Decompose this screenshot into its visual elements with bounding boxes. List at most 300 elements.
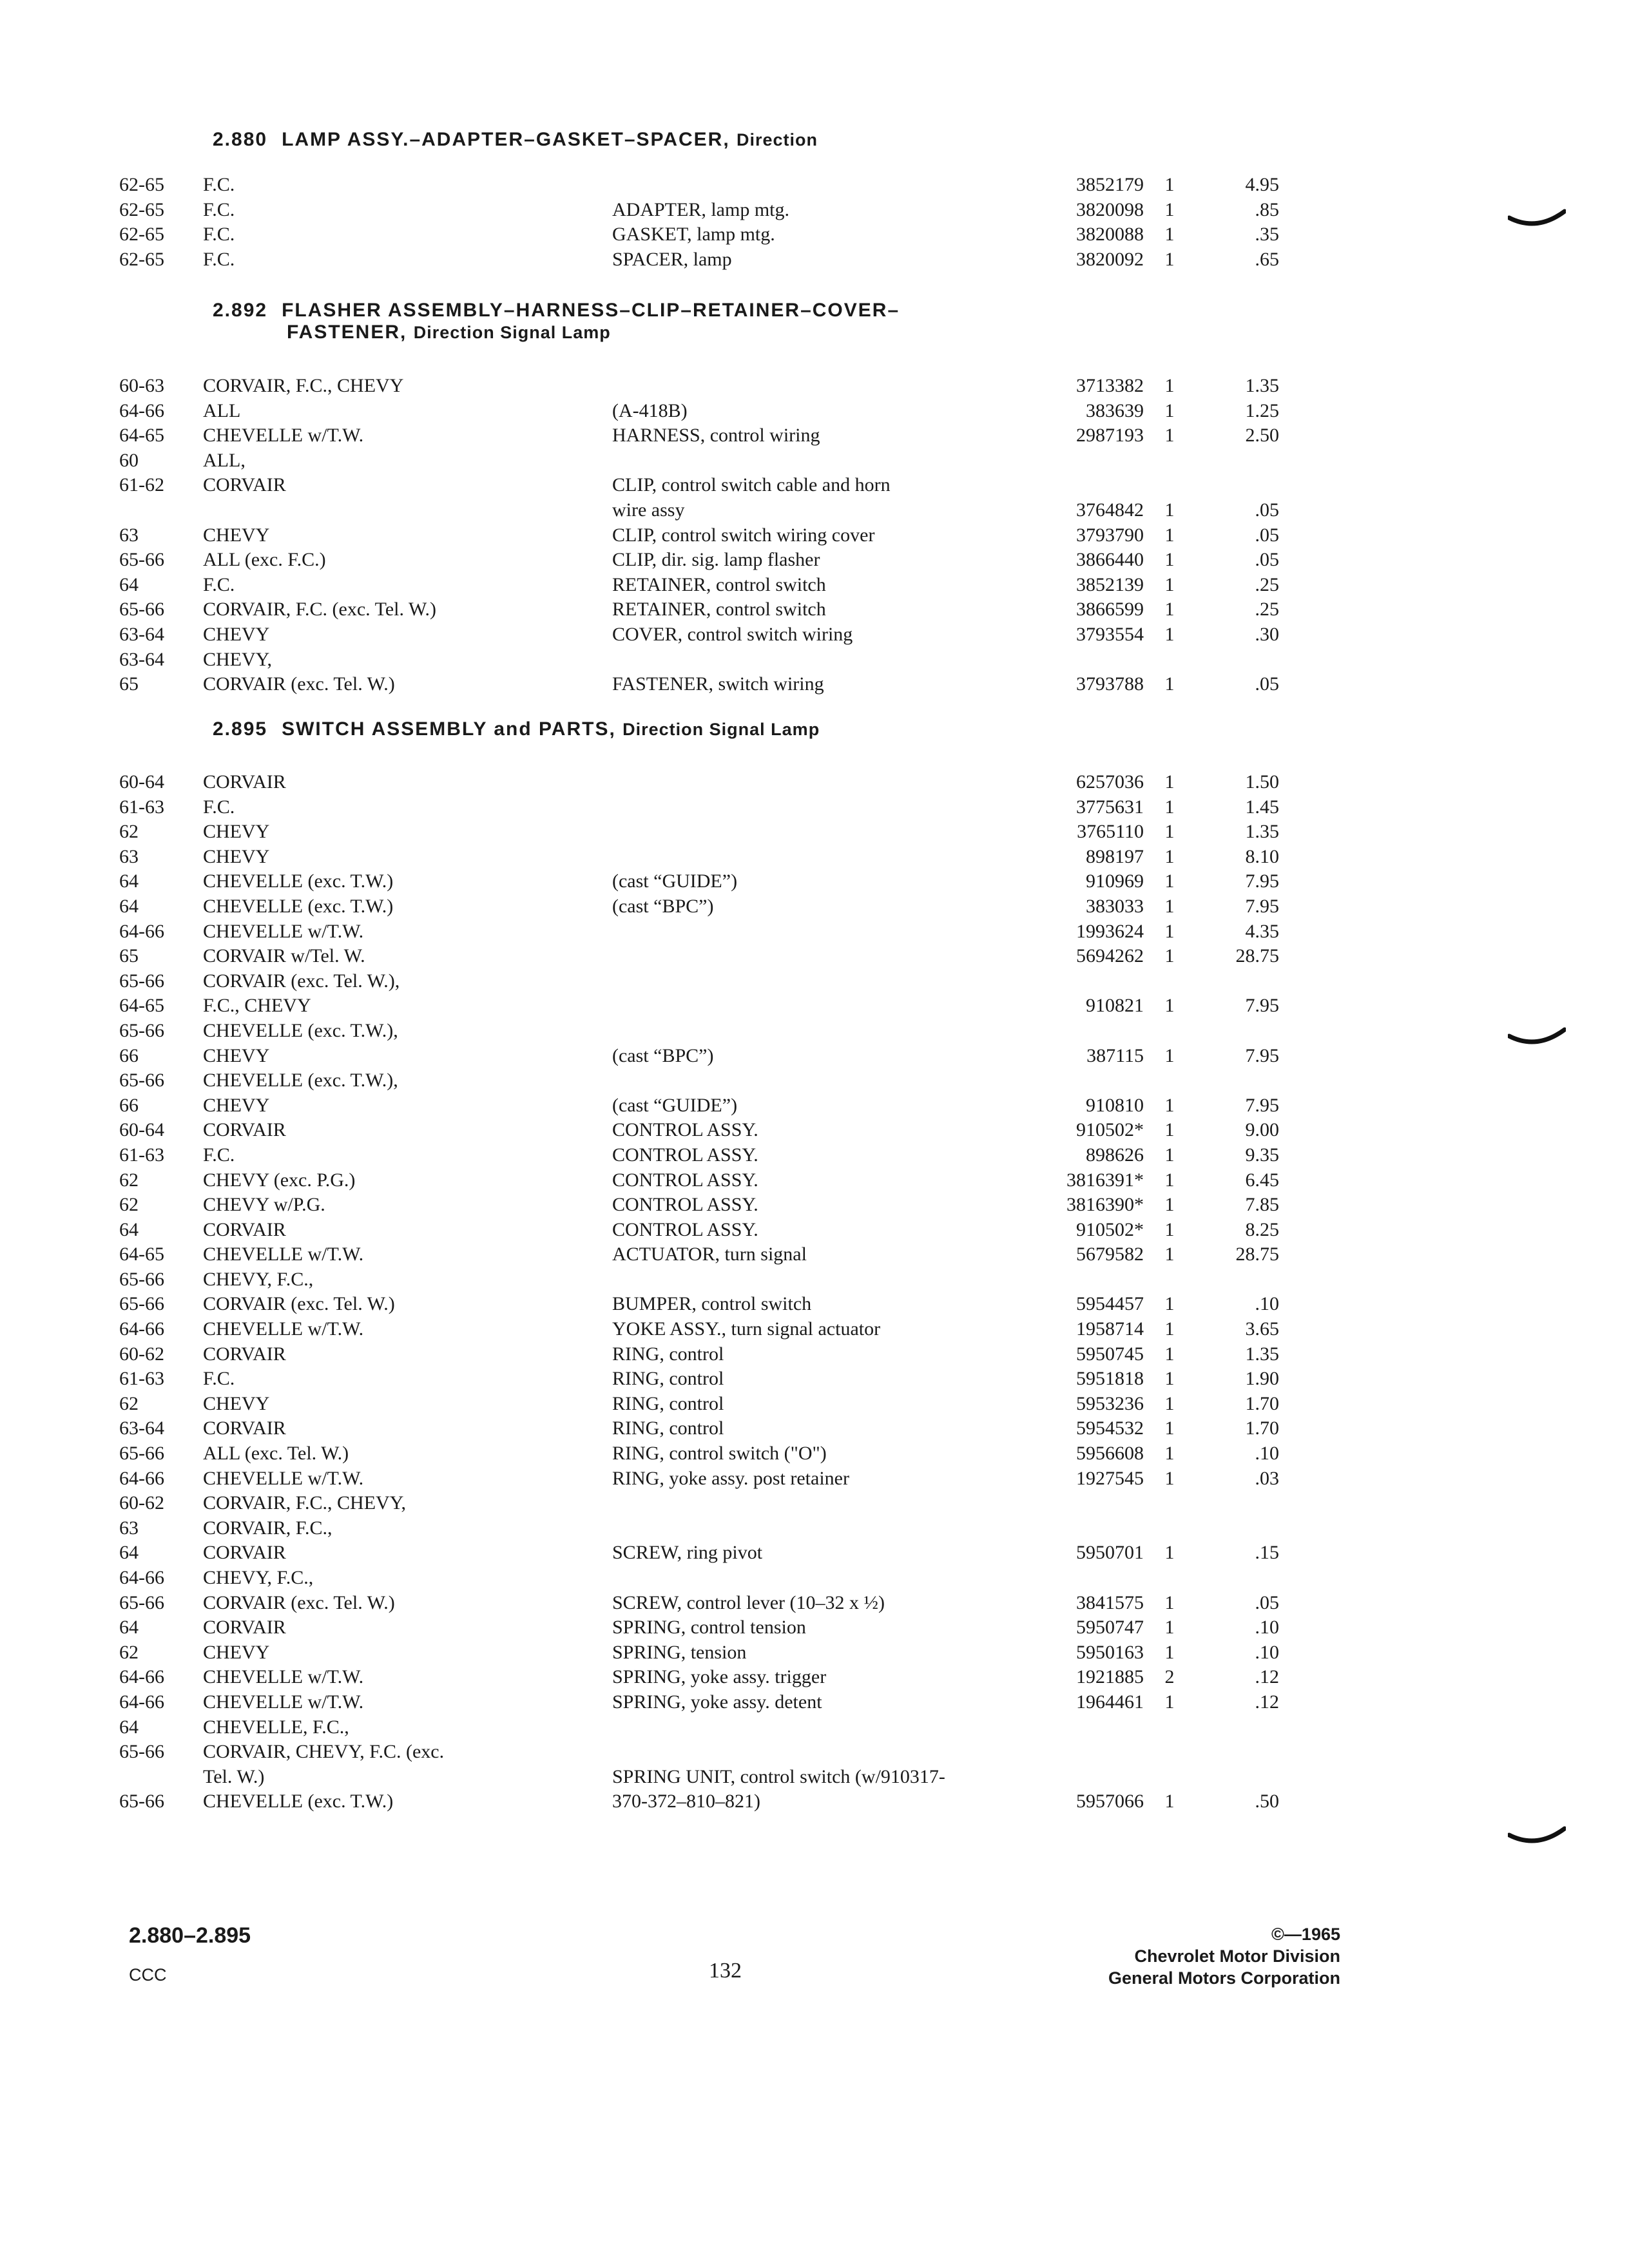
table-row xyxy=(0,1143,1629,1168)
model-cell: CHEVELLE w/T.W. xyxy=(203,920,364,942)
section-subheading: Direction xyxy=(737,130,818,149)
description-cell: SPRING, yoke assy. detent xyxy=(612,1691,822,1713)
table-row xyxy=(0,672,1629,697)
model-cell: ALL (exc. F.C.) xyxy=(203,549,326,571)
model-cell: CHEVELLE (exc. T.W.), xyxy=(203,1070,398,1091)
year-cell: 62 xyxy=(119,1392,139,1414)
price-cell: 3.65 xyxy=(1245,1318,1279,1340)
year-cell: 62-65 xyxy=(119,248,164,270)
part-number-cell: 5953236 xyxy=(1076,1392,1144,1414)
description-cell: CONTROL ASSY. xyxy=(612,1169,758,1191)
model-cell: CHEVY, xyxy=(203,648,272,670)
year-cell: 60 xyxy=(119,449,139,471)
part-number-cell: 387115 xyxy=(1086,1044,1144,1066)
model-cell: CORVAIR, F.C., CHEVY xyxy=(203,375,404,396)
table-row xyxy=(0,1267,1629,1293)
price-cell: 7.95 xyxy=(1245,1044,1279,1066)
section-subheading: Direction Signal Lamp xyxy=(413,323,611,342)
table-row xyxy=(0,994,1629,1019)
part-number-cell: 1958714 xyxy=(1076,1318,1144,1340)
quantity-cell: 1 xyxy=(1164,1443,1175,1465)
part-number-cell: 3820098 xyxy=(1076,198,1144,220)
part-number-cell: 3820092 xyxy=(1076,248,1144,270)
table-row xyxy=(0,374,1629,399)
description-cell: SCREW, ring pivot xyxy=(612,1542,763,1564)
model-cell: CHEVY xyxy=(203,1094,270,1116)
price-cell: 7.95 xyxy=(1245,895,1279,917)
part-number-cell: 3765110 xyxy=(1077,821,1144,843)
quantity-cell: 1 xyxy=(1164,945,1175,967)
price-cell: 8.25 xyxy=(1245,1218,1279,1240)
model-cell: F.C. xyxy=(203,1368,235,1390)
year-cell: 65-66 xyxy=(119,1443,164,1465)
section-heading: FLASHER ASSEMBLY–HARNESS–CLIP–RETAINER–COVER– xyxy=(282,300,900,321)
part-number-cell: 910502* xyxy=(1076,1119,1144,1141)
table-row xyxy=(0,1218,1629,1243)
part-number-cell: 3866440 xyxy=(1076,549,1144,571)
quantity-cell: 1 xyxy=(1164,845,1175,867)
description-cell: CONTROL ASSY. xyxy=(612,1194,758,1216)
model-cell: CORVAIR (exc. Tel. W.) xyxy=(203,1591,395,1613)
model-cell: F.C. xyxy=(203,573,235,595)
price-cell: 1.25 xyxy=(1245,399,1279,421)
description-cell: SPRING UNIT, control switch (w/910317- xyxy=(612,1765,945,1787)
model-cell: CHEVY xyxy=(203,1044,270,1066)
part-number-cell: 3866599 xyxy=(1076,599,1144,620)
year-cell: 65-66 xyxy=(119,599,164,620)
description-cell: (cast “BPC”) xyxy=(612,895,714,917)
price-cell: 28.75 xyxy=(1235,945,1279,967)
table-row xyxy=(0,1416,1629,1441)
table-row xyxy=(0,1068,1629,1093)
part-number-cell: 5950747 xyxy=(1076,1617,1144,1639)
description-cell: RING, control switch ("O") xyxy=(612,1443,827,1465)
description-cell: ACTUATOR, turn signal xyxy=(612,1244,807,1265)
year-cell: 65-66 xyxy=(119,1070,164,1091)
table-row xyxy=(0,648,1629,673)
price-cell: 1.70 xyxy=(1245,1418,1279,1439)
price-cell: .30 xyxy=(1255,623,1279,645)
part-number-cell: 5956608 xyxy=(1076,1443,1144,1465)
part-number-cell: 3852179 xyxy=(1076,174,1144,195)
table-row xyxy=(0,523,1629,548)
table-row xyxy=(0,448,1629,474)
price-cell: .15 xyxy=(1255,1542,1279,1564)
table-row xyxy=(0,473,1629,498)
price-cell: 1.50 xyxy=(1245,771,1279,793)
model-cell: CHEVELLE w/T.W. xyxy=(203,425,364,447)
description-cell: YOKE ASSY., turn signal actuator xyxy=(612,1318,881,1340)
model-cell: ALL, xyxy=(203,449,246,471)
year-cell: 65 xyxy=(119,673,139,695)
year-cell: 66 xyxy=(119,1094,139,1116)
quantity-cell: 1 xyxy=(1164,1094,1175,1116)
quantity-cell: 1 xyxy=(1164,995,1175,1017)
price-cell: .10 xyxy=(1255,1443,1279,1465)
model-cell: CORVAIR, F.C. (exc. Tel. W.) xyxy=(203,599,437,620)
quantity-cell: 1 xyxy=(1164,1119,1175,1141)
quantity-cell: 1 xyxy=(1164,573,1175,595)
description-cell: RING, yoke assy. post retainer xyxy=(612,1467,849,1489)
table-row xyxy=(0,969,1629,994)
binder-mark-icon xyxy=(1508,1823,1566,1849)
part-number-cell: 3841575 xyxy=(1076,1591,1144,1613)
model-cell: ALL (exc. Tel. W.) xyxy=(203,1443,349,1465)
table-row xyxy=(0,1193,1629,1218)
year-cell: 64-66 xyxy=(119,1666,164,1688)
year-cell: 64 xyxy=(119,1218,139,1240)
model-cell: CHEVELLE (exc. T.W.) xyxy=(203,1791,394,1812)
year-cell: 60-62 xyxy=(119,1492,164,1514)
table-row xyxy=(0,1367,1629,1392)
table-row xyxy=(0,1342,1629,1367)
model-cell: CHEVY xyxy=(203,623,270,645)
price-cell: .85 xyxy=(1255,198,1279,220)
quantity-cell: 1 xyxy=(1164,1418,1175,1439)
table-row xyxy=(0,845,1629,870)
year-cell: 65-66 xyxy=(119,1019,164,1041)
part-number-cell: 910969 xyxy=(1086,870,1144,892)
quantity-cell: 1 xyxy=(1164,248,1175,270)
year-cell: 65-66 xyxy=(119,1293,164,1315)
parts-table-2895 xyxy=(0,770,1629,1814)
model-cell: CHEVELLE (exc. T.W.) xyxy=(203,895,394,917)
description-cell: GASKET, lamp mtg. xyxy=(612,224,775,245)
table-row xyxy=(0,573,1629,598)
description-cell: (cast “BPC”) xyxy=(612,1044,714,1066)
year-cell: 65-66 xyxy=(119,1791,164,1812)
quantity-cell: 1 xyxy=(1164,920,1175,942)
price-cell: .25 xyxy=(1255,573,1279,595)
table-row xyxy=(0,869,1629,894)
model-cell: CHEVY xyxy=(203,524,270,546)
quantity-cell: 1 xyxy=(1164,1218,1175,1240)
table-row xyxy=(0,1516,1629,1541)
model-cell: CORVAIR xyxy=(203,1218,286,1240)
table-row xyxy=(0,1044,1629,1069)
section-heading-line2: FASTENER, xyxy=(287,322,407,343)
quantity-cell: 1 xyxy=(1164,1169,1175,1191)
description-cell: SPRING, tension xyxy=(612,1641,747,1663)
year-cell: 64-65 xyxy=(119,995,164,1017)
description-cell: FASTENER, switch wiring xyxy=(612,673,824,695)
quantity-cell: 1 xyxy=(1164,1791,1175,1812)
year-cell: 64 xyxy=(119,1542,139,1564)
table-row xyxy=(0,247,1629,273)
part-number-cell: 898626 xyxy=(1086,1144,1144,1166)
year-cell: 63 xyxy=(119,524,139,546)
model-cell: CHEVY, F.C., xyxy=(203,1567,314,1588)
description-cell: RING, control xyxy=(612,1418,724,1439)
price-cell: 7.85 xyxy=(1245,1194,1279,1216)
table-row xyxy=(0,1740,1629,1765)
table-row xyxy=(0,1392,1629,1417)
table-row xyxy=(0,548,1629,573)
year-cell: 60-64 xyxy=(119,1119,164,1141)
division: Chevrolet Motor Division xyxy=(1134,1946,1340,1966)
description-cell: SPRING, control tension xyxy=(612,1617,806,1639)
description-cell: CONTROL ASSY. xyxy=(612,1144,758,1166)
model-cell: F.C. xyxy=(203,174,235,195)
model-cell: F.C. xyxy=(203,224,235,245)
year-cell: 65-66 xyxy=(119,1741,164,1763)
table-row xyxy=(0,1615,1629,1640)
table-row xyxy=(0,820,1629,845)
model-cell: F.C. xyxy=(203,198,235,220)
price-cell: 1.35 xyxy=(1245,375,1279,396)
table-row xyxy=(0,944,1629,969)
section-subheading: Direction Signal Lamp xyxy=(622,720,820,739)
model-cell: CORVAIR xyxy=(203,1617,286,1639)
part-number-cell: 898197 xyxy=(1086,845,1144,867)
section-title-2895 xyxy=(213,718,820,740)
model-cell: CORVAIR xyxy=(203,771,286,793)
part-number-cell: 1964461 xyxy=(1076,1691,1144,1713)
year-cell: 65-66 xyxy=(119,1591,164,1613)
year-cell: 60-64 xyxy=(119,771,164,793)
year-cell: 64-66 xyxy=(119,1467,164,1489)
quantity-cell: 1 xyxy=(1164,1293,1175,1315)
price-cell: 1.70 xyxy=(1245,1392,1279,1414)
year-cell: 63-64 xyxy=(119,1418,164,1439)
year-cell: 64 xyxy=(119,870,139,892)
price-cell: 7.95 xyxy=(1245,1094,1279,1116)
price-cell: .10 xyxy=(1255,1641,1279,1663)
model-cell: CHEVELLE w/T.W. xyxy=(203,1244,364,1265)
year-cell: 63 xyxy=(119,1517,139,1539)
table-row xyxy=(0,1541,1629,1566)
price-cell: .12 xyxy=(1255,1666,1279,1688)
quantity-cell: 1 xyxy=(1164,1194,1175,1216)
model-cell: F.C. xyxy=(203,1144,235,1166)
table-row xyxy=(0,770,1629,795)
year-cell: 64 xyxy=(119,895,139,917)
description-cell: SCREW, control lever (10–32 x ½) xyxy=(612,1591,885,1613)
description-cell: BUMPER, control switch xyxy=(612,1293,812,1315)
part-number-cell: 3793788 xyxy=(1076,673,1144,695)
quantity-cell: 1 xyxy=(1164,174,1175,195)
description-cell: RING, control xyxy=(612,1392,724,1414)
model-cell: CORVAIR xyxy=(203,1542,286,1564)
table-row xyxy=(0,1715,1629,1740)
quantity-cell: 1 xyxy=(1164,224,1175,245)
table-row xyxy=(0,1019,1629,1044)
model-cell: CORVAIR xyxy=(203,1119,286,1141)
table-row xyxy=(0,1093,1629,1119)
model-cell: CHEVELLE w/T.W. xyxy=(203,1666,364,1688)
table-row xyxy=(0,1640,1629,1666)
description-cell: 370-372–810–821) xyxy=(612,1791,760,1812)
quantity-cell: 1 xyxy=(1164,1392,1175,1414)
quantity-cell: 1 xyxy=(1164,1641,1175,1663)
part-number-cell: 5950745 xyxy=(1076,1343,1144,1365)
table-row xyxy=(0,1118,1629,1143)
year-cell: 64-65 xyxy=(119,1244,164,1265)
year-cell: 65-66 xyxy=(119,549,164,571)
year-cell: 62-65 xyxy=(119,174,164,195)
description-cell: SPRING, yoke assy. trigger xyxy=(612,1666,827,1688)
part-number-cell: 3713382 xyxy=(1076,375,1144,396)
part-number-cell: 3775631 xyxy=(1076,796,1144,818)
year-cell: 62 xyxy=(119,821,139,843)
quantity-cell: 1 xyxy=(1164,895,1175,917)
quantity-cell: 1 xyxy=(1164,549,1175,571)
model-cell: CORVAIR (exc. Tel. W.), xyxy=(203,970,400,992)
model-cell: CHEVY xyxy=(203,845,270,867)
price-cell: .50 xyxy=(1255,1791,1279,1812)
part-number-cell: 2987193 xyxy=(1076,425,1144,447)
quantity-cell: 1 xyxy=(1164,1044,1175,1066)
description-cell: ADAPTER, lamp mtg. xyxy=(612,198,789,220)
part-number-cell: 3793790 xyxy=(1076,524,1144,546)
table-row xyxy=(0,597,1629,622)
year-cell: 64-66 xyxy=(119,920,164,942)
quantity-cell: 1 xyxy=(1164,870,1175,892)
part-number-cell: 5954532 xyxy=(1076,1418,1144,1439)
section-heading: SWITCH ASSEMBLY and PARTS, xyxy=(282,718,616,740)
table-row xyxy=(0,173,1629,198)
price-cell: 9.35 xyxy=(1245,1144,1279,1166)
price-cell: .25 xyxy=(1255,599,1279,620)
table-row xyxy=(0,1292,1629,1317)
part-number-cell: 1921885 xyxy=(1076,1666,1144,1688)
table-row xyxy=(0,1665,1629,1690)
price-cell: 7.95 xyxy=(1245,995,1279,1017)
price-cell: 9.00 xyxy=(1245,1119,1279,1141)
table-row xyxy=(0,1242,1629,1267)
quantity-cell: 1 xyxy=(1164,673,1175,695)
footer-code: CCC xyxy=(129,1965,167,1984)
description-cell: HARNESS, control wiring xyxy=(612,425,820,447)
model-cell: CHEVY, F.C., xyxy=(203,1268,314,1290)
model-cell: F.C. xyxy=(203,796,235,818)
price-cell: .35 xyxy=(1255,224,1279,245)
section-title-2892 xyxy=(213,300,900,343)
section-heading: LAMP ASSY.–ADAPTER–GASKET–SPACER, xyxy=(282,129,730,150)
model-cell: CHEVY (exc. P.G.) xyxy=(203,1169,356,1191)
table-row xyxy=(0,622,1629,648)
description-cell: RING, control xyxy=(612,1343,724,1365)
model-cell: CORVAIR, F.C., xyxy=(203,1517,333,1539)
model-cell: CHEVELLE w/T.W. xyxy=(203,1467,364,1489)
part-number-cell: 3816390* xyxy=(1066,1194,1144,1216)
year-cell: 63-64 xyxy=(119,648,164,670)
year-cell: 66 xyxy=(119,1044,139,1066)
part-number-cell: 1993624 xyxy=(1076,920,1144,942)
parts-table-2892 xyxy=(0,374,1629,697)
part-number-cell: 1927545 xyxy=(1076,1467,1144,1489)
year-cell: 61-63 xyxy=(119,796,164,818)
quantity-cell: 1 xyxy=(1164,524,1175,546)
year-cell: 64-66 xyxy=(119,1567,164,1588)
model-cell: CORVAIR (exc. Tel. W.) xyxy=(203,673,395,695)
year-cell: 65 xyxy=(119,945,139,967)
quantity-cell: 1 xyxy=(1164,1318,1175,1340)
part-number-cell: 5954457 xyxy=(1076,1293,1144,1315)
copyright: ©—1965 xyxy=(1271,1925,1340,1944)
price-cell: .05 xyxy=(1255,499,1279,521)
year-cell: 61-62 xyxy=(119,474,164,496)
price-cell: 6.45 xyxy=(1245,1169,1279,1191)
part-number-cell: 3820088 xyxy=(1076,224,1144,245)
part-number-cell: 5950701 xyxy=(1076,1542,1144,1564)
price-cell: 1.35 xyxy=(1245,1343,1279,1365)
year-cell: 64 xyxy=(119,573,139,595)
model-cell: CORVAIR, F.C., CHEVY, xyxy=(203,1492,406,1514)
part-number-cell: 5957066 xyxy=(1076,1791,1144,1812)
year-cell: 62 xyxy=(119,1641,139,1663)
year-cell: 64 xyxy=(119,1716,139,1738)
model-cell: Tel. W.) xyxy=(203,1765,265,1787)
table-row xyxy=(0,498,1629,523)
quantity-cell: 1 xyxy=(1164,821,1175,843)
table-row xyxy=(0,399,1629,424)
table-row xyxy=(0,423,1629,448)
binder-mark-icon xyxy=(1508,206,1566,232)
model-cell: CHEVELLE (exc. T.W.) xyxy=(203,870,394,892)
year-cell: 64-66 xyxy=(119,1691,164,1713)
table-row xyxy=(0,1441,1629,1466)
price-cell: 1.90 xyxy=(1245,1368,1279,1390)
part-number-cell: 5679582 xyxy=(1076,1244,1144,1265)
model-cell: ALL xyxy=(203,399,241,421)
price-cell: 7.95 xyxy=(1245,870,1279,892)
year-cell: 62 xyxy=(119,1169,139,1191)
quantity-cell: 1 xyxy=(1164,198,1175,220)
quantity-cell: 1 xyxy=(1164,1244,1175,1265)
quantity-cell: 1 xyxy=(1164,425,1175,447)
quantity-cell: 1 xyxy=(1164,1691,1175,1713)
description-cell: RETAINER, control switch xyxy=(612,573,826,595)
description-cell: RETAINER, control switch xyxy=(612,599,826,620)
footer-left xyxy=(129,1923,251,1985)
part-number-cell: 3793554 xyxy=(1076,623,1144,645)
price-cell: .65 xyxy=(1255,248,1279,270)
price-cell: 2.50 xyxy=(1245,425,1279,447)
part-number-cell: 5694262 xyxy=(1076,945,1144,967)
table-row xyxy=(0,1690,1629,1715)
model-cell: CHEVELLE (exc. T.W.), xyxy=(203,1019,398,1041)
price-cell: 28.75 xyxy=(1235,1244,1279,1265)
quantity-cell: 1 xyxy=(1164,1368,1175,1390)
quantity-cell: 1 xyxy=(1164,399,1175,421)
price-cell: .05 xyxy=(1255,1591,1279,1613)
quantity-cell: 1 xyxy=(1164,1144,1175,1166)
table-row xyxy=(0,1591,1629,1616)
quantity-cell: 1 xyxy=(1164,623,1175,645)
model-cell: CHEVY xyxy=(203,821,270,843)
table-row xyxy=(0,222,1629,247)
model-cell: CORVAIR, CHEVY, F.C. (exc. xyxy=(203,1741,445,1763)
parts-table-2880 xyxy=(0,173,1629,272)
price-cell: 4.95 xyxy=(1245,174,1279,195)
part-number-cell: 3816391* xyxy=(1066,1169,1144,1191)
quantity-cell: 1 xyxy=(1164,1343,1175,1365)
footer-section-range: 2.880–2.895 xyxy=(129,1923,251,1948)
description-cell: CLIP, control switch cable and horn xyxy=(612,474,891,496)
description-cell: CONTROL ASSY. xyxy=(612,1218,758,1240)
price-cell: .03 xyxy=(1255,1467,1279,1489)
part-number-cell: 383639 xyxy=(1086,399,1144,421)
description-cell: wire assy xyxy=(612,499,685,521)
part-number-cell: 5951818 xyxy=(1076,1368,1144,1390)
year-cell: 65-66 xyxy=(119,1268,164,1290)
description-cell: (A-418B) xyxy=(612,399,688,421)
model-cell: CHEVELLE, F.C., xyxy=(203,1716,349,1738)
description-cell: CLIP, dir. sig. lamp flasher xyxy=(612,549,820,571)
year-cell: 62-65 xyxy=(119,224,164,245)
table-row xyxy=(0,919,1629,945)
